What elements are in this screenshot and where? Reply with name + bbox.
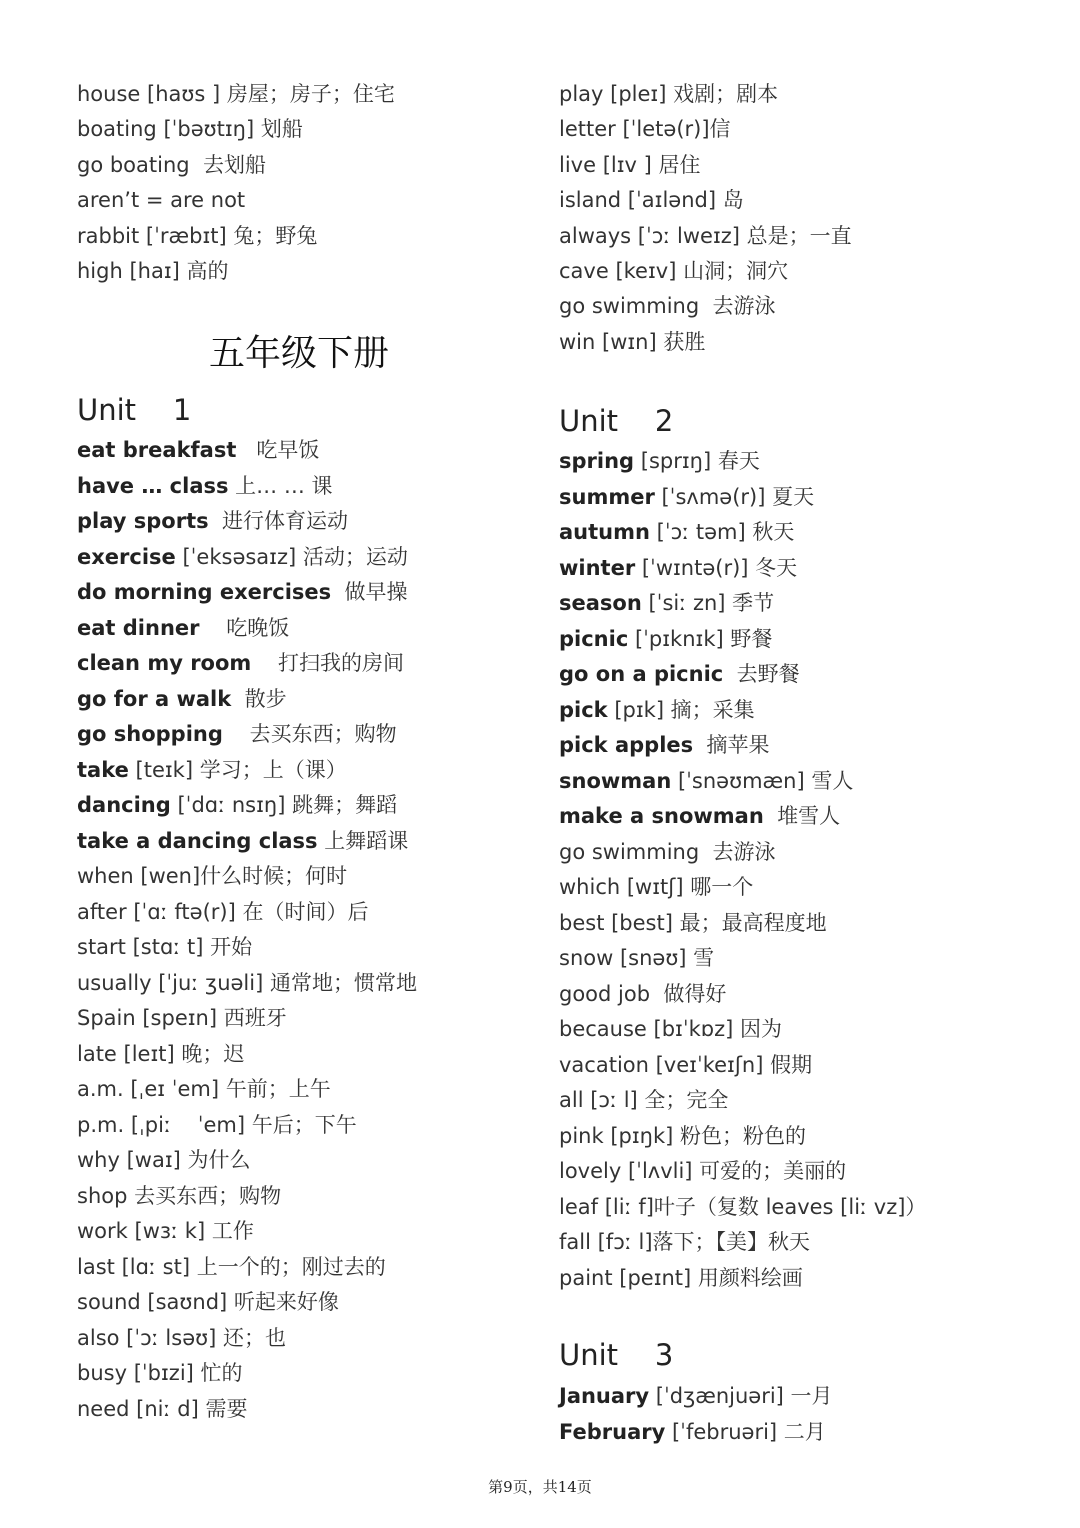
grade-title: 五年级下册 xyxy=(209,333,390,374)
vocab-definition: 做得好 xyxy=(650,981,727,1006)
vocab-entry xyxy=(559,328,705,356)
vocab-word: need xyxy=(77,1396,130,1421)
vocab-word: Spain xyxy=(77,1006,136,1030)
vocab-definition: 去买东西；购物 xyxy=(222,722,397,746)
vocab-word: make a snowman xyxy=(559,804,764,828)
vocab-definition: 打扫我的房间 xyxy=(251,651,404,675)
vocab-definition: [ˈbɪzi] 忙的 xyxy=(127,1361,243,1385)
vocab-word: aren’t = are not xyxy=(77,188,246,213)
vocab-definition: [ˈsʌmə(r)] 夏天 xyxy=(654,484,815,509)
vocab-entry xyxy=(77,151,266,179)
vocab-entry xyxy=(559,1382,833,1410)
vocab-definition: [ˈwɪntə(r)] 冬天 xyxy=(635,555,798,580)
vocab-entry xyxy=(77,862,347,890)
vocab-definition: [haʊs ] 房屋；房子；住宅 xyxy=(140,82,395,106)
vocab-entry xyxy=(559,292,776,320)
vocab-entry xyxy=(77,649,404,677)
vocab-entry xyxy=(77,186,245,214)
vocab-word: snow xyxy=(559,946,614,970)
vocab-definition: [ˈdɑː nsɪŋ] 跳舞；舞蹈 xyxy=(170,793,398,817)
vocab-entry xyxy=(77,1217,254,1245)
vocab-definition: [ˈaɪlənd] 岛 xyxy=(621,188,744,213)
vocab-word: have … class xyxy=(77,473,229,498)
vocab-definition: 去划船 xyxy=(189,152,266,177)
vocab-definition: [lɪv ] 居住 xyxy=(596,152,701,177)
vocab-word: February xyxy=(559,1419,666,1444)
vocab-definition: 吃晚饭 xyxy=(199,615,290,640)
vocab-entry xyxy=(77,436,319,464)
vocab-definition: [ˈfebruəri] 二月 xyxy=(665,1419,826,1444)
vocab-word: live xyxy=(559,152,597,177)
vocab-word: best xyxy=(559,910,605,935)
vocab-definition: [lɑː st] 上一个的；刚过去的 xyxy=(114,1254,386,1279)
vocab-entry xyxy=(559,1418,826,1446)
vocab-word: which xyxy=(559,875,621,899)
vocab-definition: 上… … 课 xyxy=(228,473,333,498)
vocab-word: eat breakfast xyxy=(77,438,237,462)
vocab-definition: [ˈsnəʊmæn] 雪人 xyxy=(671,768,854,793)
vocab-entry xyxy=(77,1253,386,1281)
vocab-entry xyxy=(559,980,726,1008)
vocab-word: win xyxy=(559,329,596,354)
vocab-definition: [stɑː t] 开始 xyxy=(125,935,253,959)
vocab-entry xyxy=(77,1040,244,1068)
vocab-word: go boating xyxy=(77,152,190,177)
vocab-definition: [wɜː k] 工作 xyxy=(127,1219,254,1243)
vocab-entry xyxy=(77,1359,243,1387)
vocab-definition: [ˈɔː lsəʊ] 还；也 xyxy=(119,1325,286,1350)
vocab-word: eat dinner xyxy=(77,615,200,640)
vocab-entry xyxy=(77,115,303,143)
vocab-definition: [keɪv] 山洞；洞穴 xyxy=(608,259,789,283)
vocab-definition: 去游泳 xyxy=(699,839,776,864)
vocab-word: go on a picnic xyxy=(559,662,724,686)
vocab-entry xyxy=(559,1086,728,1114)
vocab-definition: [ˌeɪ ˈem] 午前；上午 xyxy=(123,1077,331,1101)
vocab-definition: [best] 最；最高程度地 xyxy=(604,910,827,935)
vocab-definition: 做早操 xyxy=(331,580,408,604)
vocab-word: clean my room xyxy=(77,651,252,675)
vocab-word: winter xyxy=(559,555,636,580)
vocab-word: house xyxy=(77,82,141,106)
unit-1-heading: Unit 1 xyxy=(77,393,192,427)
vocab-word: January xyxy=(559,1384,650,1408)
vocab-word: summer xyxy=(559,484,655,509)
vocab-entry xyxy=(77,1075,331,1103)
vocab-entry xyxy=(559,80,778,108)
vocab-entry xyxy=(559,873,753,901)
vocab-word: always xyxy=(559,223,632,248)
vocab-word: spring xyxy=(559,449,635,473)
vocab-definition: [ˈletə(r)]信 xyxy=(615,117,731,142)
vocab-entry xyxy=(559,222,852,250)
unit-3-heading: Unit 3 xyxy=(559,1338,674,1372)
vocab-definition: 散步 xyxy=(231,686,287,711)
vocab-entry xyxy=(77,1324,286,1352)
vocab-definition: [haɪ] 高的 xyxy=(122,259,229,283)
vocab-definition: 摘苹果 xyxy=(693,733,770,757)
vocab-entry xyxy=(559,589,774,617)
vocab-entry xyxy=(559,909,827,937)
vocab-entry xyxy=(559,151,701,179)
vocab-entry xyxy=(77,543,408,571)
vocab-entry xyxy=(77,80,395,108)
vocab-word: because xyxy=(559,1017,647,1041)
vocab-entry xyxy=(559,838,776,866)
vocab-definition: [ˈpɪknɪk] 野餐 xyxy=(628,626,773,651)
vocab-word: pink xyxy=(559,1123,604,1148)
vocab-word: good job xyxy=(559,981,651,1006)
vocab-entry xyxy=(559,1015,782,1043)
vocab-entry xyxy=(77,222,317,250)
vocab-entry xyxy=(77,756,347,784)
vocab-definition: [saʊnd] 听起来好像 xyxy=(140,1290,339,1314)
vocab-definition: [waɪ] 为什么 xyxy=(119,1148,251,1172)
vocab-entry xyxy=(77,827,408,855)
vocab-word: fall xyxy=(559,1230,591,1254)
vocab-definition: [pleɪ] 戏剧；剧本 xyxy=(603,82,779,106)
vocab-entry xyxy=(77,933,252,961)
vocab-entry xyxy=(559,257,788,285)
vocab-definition: [speɪn] 西班牙 xyxy=(135,1006,287,1030)
vocab-definition: [ɔː l] 全；完全 xyxy=(583,1088,729,1112)
vocab-word: island xyxy=(559,188,622,213)
vocab-entry xyxy=(559,186,744,214)
vocab-definition: [ˈlʌvli] 可爱的；美丽的 xyxy=(621,1159,847,1183)
vocab-entry xyxy=(559,944,714,972)
vocab-entry xyxy=(77,614,289,642)
vocab-definition: [wɪtʃ] 哪一个 xyxy=(620,875,754,899)
vocab-word: go swimming xyxy=(559,839,700,864)
vocab-word: after xyxy=(77,899,127,924)
vocab-entry xyxy=(559,554,797,582)
vocab-word: why xyxy=(77,1148,120,1172)
vocab-definition: [wɪn] 获胜 xyxy=(595,329,706,354)
vocab-definition: [wen]什么时候；何时 xyxy=(133,864,348,888)
vocab-entry xyxy=(559,696,755,724)
vocab-definition: 上舞蹈课 xyxy=(317,828,409,853)
vocab-word: a.m. xyxy=(77,1077,124,1101)
vocab-entry xyxy=(559,115,731,143)
vocab-word: late xyxy=(77,1041,117,1066)
vocab-word: when xyxy=(77,864,134,888)
vocab-entry xyxy=(559,447,760,475)
vocab-word: pick xyxy=(559,697,608,722)
vocab-word: cave xyxy=(559,259,609,283)
page-footer: 第9页，共14页 xyxy=(488,1478,592,1496)
vocab-entry xyxy=(559,1264,803,1292)
vocab-definition: 吃早饭 xyxy=(236,438,320,462)
vocab-word: do morning exercises xyxy=(77,580,332,604)
vocab-word: rabbit xyxy=(77,223,140,248)
vocab-definition: [fɔː l]落下；【美】秋天 xyxy=(590,1230,811,1254)
vocab-definition: [ˈræbɪt] 兔；野兔 xyxy=(139,223,318,248)
vocab-entry xyxy=(77,1288,339,1316)
vocab-word: high xyxy=(77,259,123,283)
vocab-entry xyxy=(77,1395,247,1423)
vocab-entry xyxy=(559,660,800,688)
vocab-definition: [peɪnt] 用颜料绘画 xyxy=(612,1265,803,1290)
vocab-definition: [ˈsiː zn] 季节 xyxy=(641,591,775,615)
vocab-entry xyxy=(559,483,814,511)
vocab-definition: [ˈɑː ftə(r)] 在（时间）后 xyxy=(126,899,369,924)
vocab-definition: [ˈjuː ʒuəli] 通常地；惯常地 xyxy=(151,970,417,995)
vocab-entry xyxy=(559,1193,926,1221)
vocab-entry xyxy=(559,1051,812,1079)
vocab-definition: [liː f]叶子（复数 leaves [liː vz]） xyxy=(598,1194,927,1219)
vocab-entry xyxy=(77,472,333,500)
vocab-word: paint xyxy=(559,1265,613,1290)
vocab-entry xyxy=(77,1146,251,1174)
vocab-definition: [bɪˈkɒz] 因为 xyxy=(646,1017,783,1041)
vocab-entry xyxy=(77,578,408,606)
vocab-entry xyxy=(559,1122,806,1150)
vocab-entry xyxy=(559,1228,810,1256)
vocab-definition: [ˈeksəsaɪz] 活动；运动 xyxy=(175,544,408,569)
vocab-word: last xyxy=(77,1254,115,1279)
vocab-word: leaf xyxy=(559,1194,599,1219)
vocab-entry xyxy=(559,767,853,795)
vocab-word: sound xyxy=(77,1290,141,1314)
vocab-word: take xyxy=(77,757,129,782)
vocab-definition: [veɪˈkeɪʃn] 假期 xyxy=(648,1052,813,1077)
vocab-word: also xyxy=(77,1325,120,1350)
vocab-entry xyxy=(77,898,368,926)
vocab-word: vacation xyxy=(559,1052,649,1077)
vocab-word: work xyxy=(77,1219,128,1243)
vocab-word: go shopping xyxy=(77,722,223,746)
vocab-entry xyxy=(77,791,397,819)
vocab-definition: [pɪŋk] 粉色；粉色的 xyxy=(603,1123,806,1148)
vocab-definition: [ˈɔː təm] 秋天 xyxy=(649,520,795,544)
vocab-word: dancing xyxy=(77,793,171,817)
vocab-word: autumn xyxy=(559,520,650,544)
vocab-word: boating xyxy=(77,117,157,142)
vocab-entry xyxy=(77,1182,281,1210)
vocab-entry xyxy=(77,969,417,997)
vocab-word: go for a walk xyxy=(77,686,232,711)
vocab-word: shop xyxy=(77,1183,128,1208)
vocab-word: busy xyxy=(77,1361,128,1385)
vocab-word: all xyxy=(559,1088,584,1112)
vocab-entry xyxy=(77,685,287,713)
vocab-entry xyxy=(77,1111,357,1139)
vocab-entry xyxy=(559,731,770,759)
vocab-entry xyxy=(559,518,794,546)
unit-2-heading: Unit 2 xyxy=(559,404,674,438)
vocab-definition: [ˈɔː lweɪz] 总是；一直 xyxy=(631,223,852,248)
vocab-word: snowman xyxy=(559,768,672,793)
vocab-definition: 去游泳 xyxy=(699,294,776,319)
vocab-entry xyxy=(77,1004,287,1032)
vocab-word: start xyxy=(77,935,126,959)
vocab-definition: 去野餐 xyxy=(723,662,800,686)
vocab-definition: [ˌpiː ˈem] 午后；下午 xyxy=(124,1112,357,1137)
vocab-entry xyxy=(77,507,348,535)
vocab-definition: [niː d] 需要 xyxy=(129,1396,248,1421)
vocab-word: exercise xyxy=(77,544,176,569)
vocab-definition: [ˈdʒænjuəri] 一月 xyxy=(649,1384,833,1408)
vocab-definition: [leɪt] 晚；迟 xyxy=(116,1041,245,1066)
vocab-definition: [ˈbəʊtɪŋ] 划船 xyxy=(156,117,303,142)
vocab-definition: 进行体育运动 xyxy=(208,509,348,533)
vocab-word: play sports xyxy=(77,509,209,533)
vocab-definition: 去买东西；购物 xyxy=(127,1183,282,1208)
vocab-entry xyxy=(77,257,229,285)
vocab-word: take a dancing class xyxy=(77,828,318,853)
vocab-entry xyxy=(559,802,840,830)
vocab-definition: 堆雪人 xyxy=(763,804,841,828)
vocab-word: pick apples xyxy=(559,733,694,757)
vocab-word: go swimming xyxy=(559,294,700,319)
vocab-word: usually xyxy=(77,970,152,995)
vocab-definition: [teɪk] 学习；上（课） xyxy=(128,757,347,782)
vocab-word: season xyxy=(559,591,642,615)
vocab-entry xyxy=(559,625,772,653)
vocab-word: picnic xyxy=(559,626,629,651)
vocab-word: p.m. xyxy=(77,1112,125,1137)
vocab-entry xyxy=(559,1157,846,1185)
vocab-definition: [sprɪŋ] 春天 xyxy=(634,449,760,473)
vocab-entry xyxy=(77,720,397,748)
vocab-word: letter xyxy=(559,117,616,142)
vocab-definition: [pɪk] 摘；采集 xyxy=(607,697,755,722)
vocab-word: lovely xyxy=(559,1159,622,1183)
vocab-definition: [snəʊ] 雪 xyxy=(613,946,715,970)
vocab-word: play xyxy=(559,82,604,106)
